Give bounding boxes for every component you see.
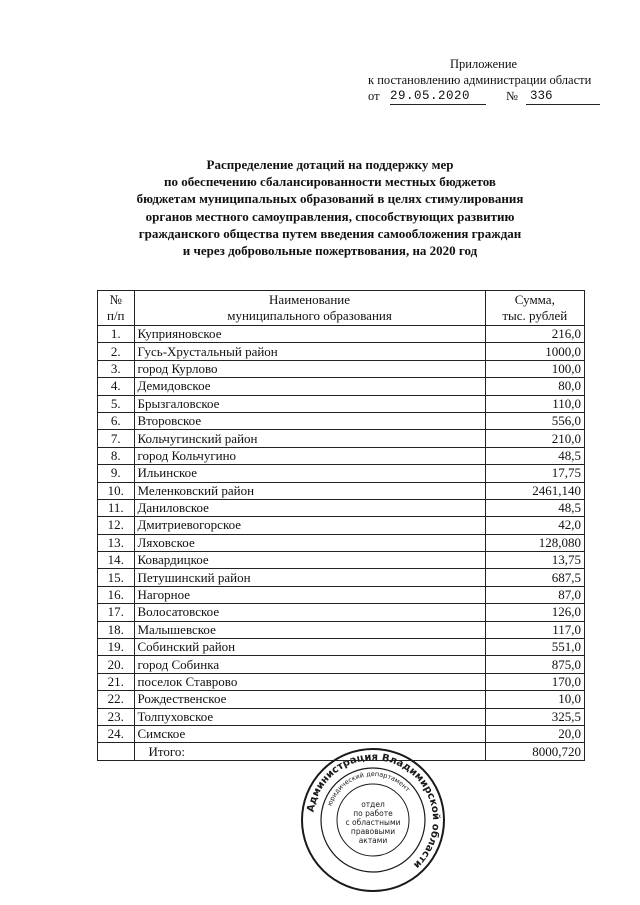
resolution-number: 336 — [526, 88, 600, 105]
row-municipality: Петушинский район — [134, 569, 485, 586]
stamp-center-line: отдел — [361, 800, 385, 809]
table-row — [98, 430, 585, 447]
table-row — [98, 412, 585, 429]
row-number: 19. — [98, 639, 135, 656]
document-title — [100, 156, 560, 259]
total-label: Итого: — [134, 743, 485, 760]
row-municipality: город Кольчугино — [134, 447, 485, 464]
row-number: 4. — [98, 378, 135, 395]
stamp-graphic — [300, 747, 446, 893]
header-sum: Сумма, тыс. рублей — [485, 291, 584, 326]
row-number: 16. — [98, 586, 135, 603]
row-number: 11. — [98, 499, 135, 516]
row-sum: 10,0 — [485, 691, 584, 708]
table-row — [98, 378, 585, 395]
row-number: 17. — [98, 604, 135, 621]
row-municipality: поселок Ставрово — [134, 673, 485, 690]
row-municipality: Брызгаловское — [134, 395, 485, 412]
row-sum: 216,0 — [485, 326, 584, 343]
row-sum: 325,5 — [485, 708, 584, 725]
title-line: органов местного самоуправления, способствующих развитию — [145, 208, 515, 224]
row-number: 18. — [98, 621, 135, 638]
row-number: 10. — [98, 482, 135, 499]
row-number: 12. — [98, 517, 135, 534]
table-row — [98, 534, 585, 551]
row-sum: 1000,0 — [485, 343, 584, 360]
row-sum: 17,75 — [485, 465, 584, 482]
table-row — [98, 656, 585, 673]
row-number: 23. — [98, 708, 135, 725]
table-row — [98, 395, 585, 412]
stamp-center-line: по работе — [353, 809, 393, 818]
row-municipality: город Собинка — [134, 656, 485, 673]
row-sum: 100,0 — [485, 360, 584, 377]
total-empty-cell — [98, 743, 135, 760]
row-municipality: Куприяновское — [134, 326, 485, 343]
resolution-date: 29.05.2020 — [390, 88, 486, 105]
table-row — [98, 569, 585, 586]
row-sum: 20,0 — [485, 725, 584, 742]
row-number: 20. — [98, 656, 135, 673]
title-line: Распределение дотаций на поддержку мер — [206, 157, 454, 172]
row-number: 21. — [98, 673, 135, 690]
row-municipality: Гусь-Хрустальный район — [134, 343, 485, 360]
row-sum: 48,5 — [485, 447, 584, 464]
header-number: № п/п — [98, 291, 135, 326]
row-sum: 110,0 — [485, 395, 584, 412]
date-prefix: от — [368, 89, 380, 103]
row-municipality: Меленковский район — [134, 482, 485, 499]
row-municipality: Ляховское — [134, 534, 485, 551]
row-sum: 13,75 — [485, 552, 584, 569]
appendix-block — [360, 56, 610, 106]
stamp-outer-text: Администрация Владимирской области — [305, 751, 442, 871]
table-row — [98, 708, 585, 725]
official-stamp — [300, 747, 446, 893]
table-row — [98, 499, 585, 516]
row-sum: 210,0 — [485, 430, 584, 447]
row-sum: 170,0 — [485, 673, 584, 690]
row-municipality: Нагорное — [134, 586, 485, 603]
row-number: 15. — [98, 569, 135, 586]
header-municipality: Наименование муниципального образования — [134, 291, 485, 326]
table-row — [98, 552, 585, 569]
title-line: бюджетам муниципальных образований в целях стимулирования — [136, 191, 524, 207]
row-municipality: Второвское — [134, 412, 485, 429]
stamp-center-line: с областными — [345, 818, 401, 827]
row-sum: 117,0 — [485, 621, 584, 638]
row-municipality: Собинский район — [134, 639, 485, 656]
row-municipality: Демидовское — [134, 378, 485, 395]
row-sum: 687,5 — [485, 569, 584, 586]
row-municipality: Малышевское — [134, 621, 485, 638]
row-number: 14. — [98, 552, 135, 569]
row-sum: 80,0 — [485, 378, 584, 395]
table-row — [98, 517, 585, 534]
row-municipality: Ильинское — [134, 465, 485, 482]
table-row — [98, 725, 585, 742]
table-row — [98, 673, 585, 690]
row-municipality: Ковардицкое — [134, 552, 485, 569]
number-prefix: № — [506, 89, 518, 103]
table-row — [98, 604, 585, 621]
row-number: 22. — [98, 691, 135, 708]
table-row — [98, 465, 585, 482]
row-sum: 128,080 — [485, 534, 584, 551]
stamp-center-line: актами — [358, 836, 388, 845]
appendix-reference: к постановлению администрации области — [368, 73, 592, 87]
row-municipality: Даниловское — [134, 499, 485, 516]
row-number: 24. — [98, 725, 135, 742]
row-number: 5. — [98, 395, 135, 412]
row-sum: 551,0 — [485, 639, 584, 656]
stamp-center-line: правовыми — [350, 827, 396, 836]
row-municipality: город Курлово — [134, 360, 485, 377]
stamp-inner-ring-text: юридический департамент — [325, 769, 412, 808]
table-row — [98, 360, 585, 377]
table-row — [98, 482, 585, 499]
table-header-row — [98, 291, 585, 326]
row-number: 8. — [98, 447, 135, 464]
row-sum: 556,0 — [485, 412, 584, 429]
row-municipality: Симское — [134, 725, 485, 742]
row-sum: 87,0 — [485, 586, 584, 603]
table-row — [98, 447, 585, 464]
row-number: 3. — [98, 360, 135, 377]
row-number: 7. — [98, 430, 135, 447]
row-municipality: Рождественское — [134, 691, 485, 708]
row-sum: 48,5 — [485, 499, 584, 516]
table-row — [98, 343, 585, 360]
row-sum: 875,0 — [485, 656, 584, 673]
row-number: 1. — [98, 326, 135, 343]
table-row — [98, 326, 585, 343]
row-municipality: Дмитриевогорское — [134, 517, 485, 534]
table-row — [98, 586, 585, 603]
title-line: по обеспечению сбалансированности местных бюджетов — [164, 174, 496, 190]
title-line: и через добровольные пожертвования, на 2020 год — [182, 243, 478, 259]
row-municipality: Кольчугинский район — [134, 430, 485, 447]
table-row — [98, 639, 585, 656]
title-line: гражданского общества путем введения самообложения граждан — [138, 225, 522, 241]
row-sum: 2461,140 — [485, 482, 584, 499]
row-municipality: Волосатовское — [134, 604, 485, 621]
table-row — [98, 621, 585, 638]
appendix-label: Приложение — [450, 57, 518, 71]
resolution-date-number — [360, 88, 610, 106]
row-number: 2. — [98, 343, 135, 360]
row-number: 9. — [98, 465, 135, 482]
total-sum: 8000,720 — [485, 743, 584, 760]
row-number: 6. — [98, 412, 135, 429]
table-row — [98, 691, 585, 708]
row-number: 13. — [98, 534, 135, 551]
row-sum: 42,0 — [485, 517, 584, 534]
row-sum: 126,0 — [485, 604, 584, 621]
distribution-table — [97, 290, 585, 761]
row-municipality: Толпуховское — [134, 708, 485, 725]
